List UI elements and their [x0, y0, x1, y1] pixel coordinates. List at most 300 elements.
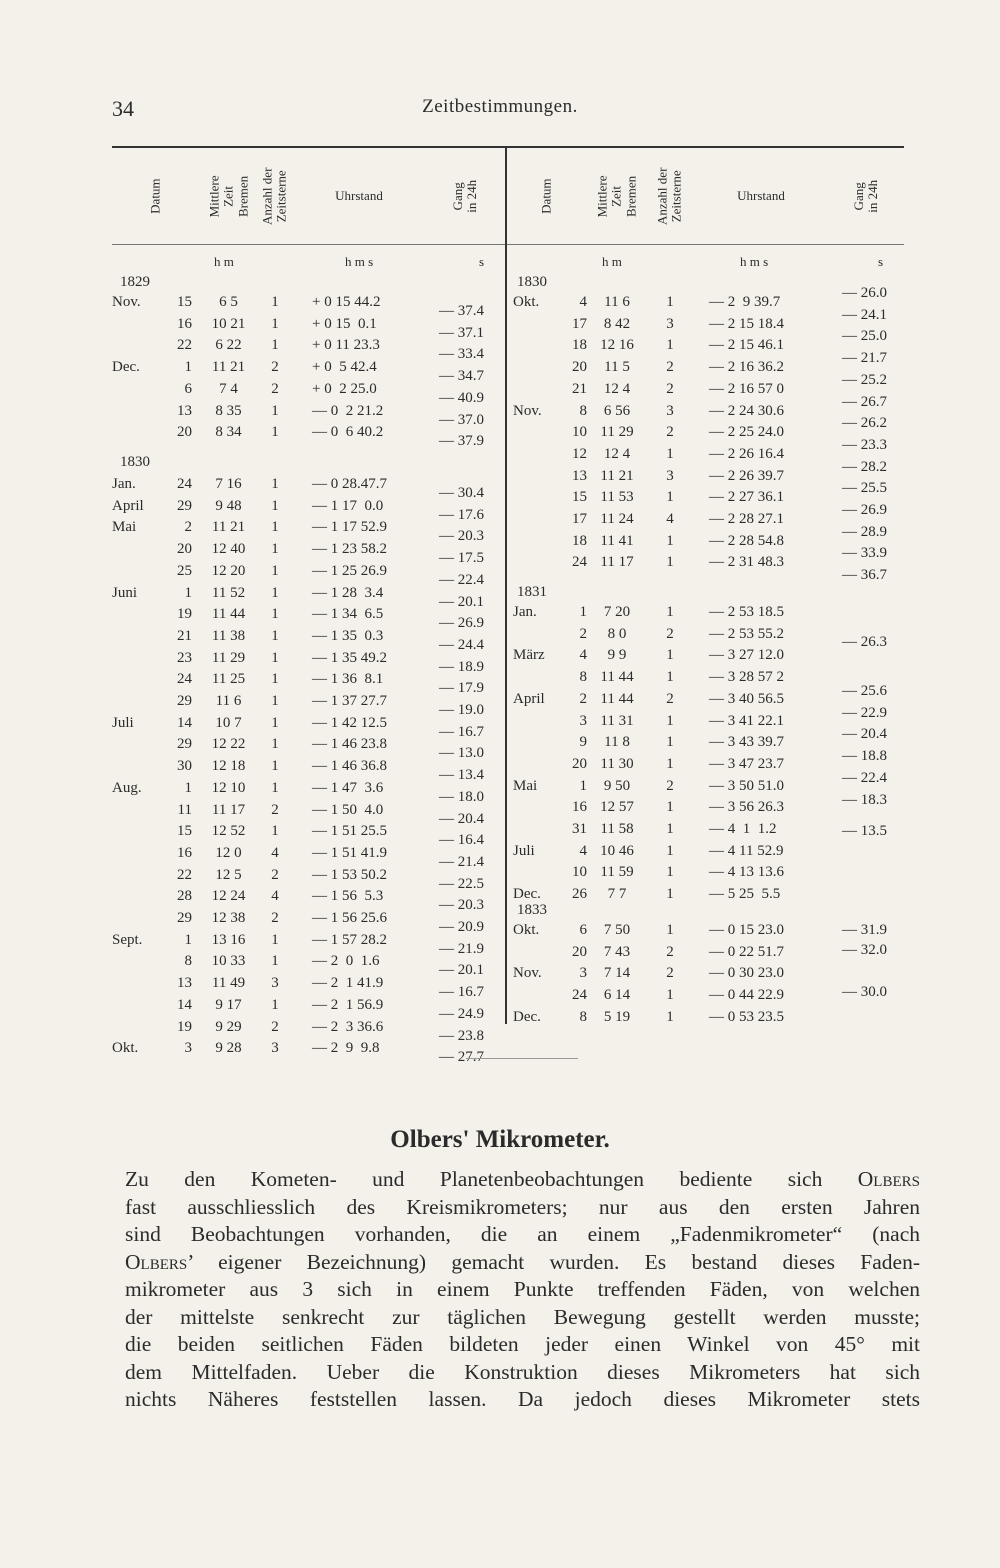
col-header-zeit: Mittlere Zeit Bremen	[206, 175, 250, 217]
star-count: 1	[666, 886, 674, 903]
clock-correction: — 3 41 22.1	[709, 712, 784, 729]
time: 7 4	[219, 380, 238, 397]
clock-correction: — 1 17 52.9	[312, 519, 387, 536]
daily-rate: — 24.4	[439, 636, 484, 653]
star-count: 2	[271, 801, 279, 818]
star-count: 1	[666, 445, 674, 462]
clock-correction: — 1 56 5.3	[312, 888, 384, 905]
time: 12 24	[211, 888, 246, 905]
clock-correction: + 0 15 44.2	[312, 294, 381, 310]
daily-rate: — 18.0	[439, 788, 484, 805]
star-count: 1	[271, 337, 279, 354]
clock-correction: — 2 53 55.2	[709, 625, 784, 642]
day: 29	[177, 497, 192, 514]
clock-correction: + 0 11 23.3	[312, 337, 380, 354]
star-count: 1	[271, 497, 279, 514]
time: 11 30	[600, 755, 634, 772]
day: 21	[572, 380, 587, 397]
clock-correction: — 2 15 46.1	[709, 337, 784, 354]
day: 8	[184, 953, 192, 970]
paragraph-line: nichts Näheres feststellen lassen. Da jedoch dieses Mikrometer stets	[125, 1387, 920, 1411]
time: 9 48	[215, 497, 242, 514]
daily-rate: — 23.8	[439, 1027, 484, 1044]
section-separator	[466, 1058, 578, 1059]
star-count: 2	[666, 424, 674, 441]
star-count: 1	[666, 821, 674, 837]
day: 13	[177, 975, 192, 992]
day: 1	[579, 604, 587, 620]
clock-correction: — 3 56 26.3	[709, 799, 784, 816]
time: 10 7	[215, 714, 242, 731]
clock-correction: — 1 56 25.6	[312, 910, 387, 926]
daily-rate: — 25.5	[842, 480, 887, 497]
time: 11 8	[604, 734, 630, 751]
star-count: 1	[271, 758, 279, 775]
time: 11 38	[211, 627, 246, 644]
daily-rate: — 20.3	[439, 528, 484, 545]
daily-rate: — 16.7	[439, 723, 484, 740]
daily-rate: — 25.0	[842, 328, 887, 345]
col-header-anzahl-right: Anzahl der Zeitsterne	[654, 167, 685, 225]
time: 11 53	[600, 489, 634, 506]
clock-correction: — 3 47 23.7	[709, 755, 784, 772]
day: 26	[572, 886, 587, 903]
day: 20	[177, 424, 192, 441]
month: März	[513, 647, 545, 664]
time: 10 33	[211, 953, 246, 970]
daily-rate: — 37.4	[439, 303, 484, 319]
daily-rate: — 26.3	[842, 634, 887, 650]
day: 3	[579, 712, 587, 729]
running-title: Zeitbestimmungen.	[422, 96, 578, 117]
day: 16	[177, 315, 192, 332]
time: 9 29	[215, 1018, 242, 1035]
daily-rate: — 19.0	[439, 702, 484, 718]
daily-rate: — 36.7	[842, 567, 887, 584]
unit-uhrstand-right: h m s	[740, 254, 769, 269]
daily-rate: — 13.0	[439, 745, 484, 762]
star-count: 3	[666, 315, 674, 332]
col-header-gang-right: Gang in 24h	[851, 179, 881, 213]
clock-correction: — 2 16 57 0	[709, 380, 784, 397]
star-count: 1	[271, 562, 279, 579]
clock-correction: — 1 34 6.5	[312, 606, 384, 623]
clock-correction: — 1 46 23.8	[312, 736, 387, 753]
daily-rate: — 24.1	[842, 306, 887, 323]
time: 11 58	[600, 821, 634, 837]
day: 14	[177, 714, 192, 731]
clock-correction: — 2 9 9.8	[312, 1040, 380, 1057]
day: 20	[572, 755, 587, 772]
daily-rate: — 17.9	[439, 680, 484, 697]
time: 11 6	[215, 693, 242, 709]
table-row	[507, 1007, 904, 1027]
time: 11 59	[600, 864, 634, 881]
star-count: 2	[271, 359, 279, 376]
star-count: 2	[666, 380, 674, 397]
daily-rate: — 18.9	[439, 658, 484, 675]
header-rule	[112, 244, 904, 245]
unit-uhrstand: h m s	[345, 254, 374, 269]
daily-rate: — 21.4	[439, 853, 484, 870]
time: 11 25	[211, 671, 246, 688]
clock-correction: — 0 6 40.2	[312, 424, 384, 441]
star-count: 1	[271, 519, 279, 536]
clock-correction: — 1 53 50.2	[312, 866, 387, 883]
daily-rate: — 20.1	[439, 962, 484, 979]
paragraph-line: die beiden seitlichen Fäden bildeten jeder einen Winkel von 45° mit	[125, 1332, 920, 1356]
month: Mai	[112, 519, 137, 536]
clock-correction: — 5 25 5.5	[709, 886, 781, 903]
clock-correction: — 2 26 16.4	[709, 445, 784, 462]
day: 15	[177, 823, 192, 840]
day: 24	[572, 554, 587, 571]
day: 16	[177, 844, 192, 861]
clock-correction: — 1 37 27.7	[312, 693, 387, 709]
time: 11 5	[604, 359, 630, 376]
day: 16	[572, 799, 587, 816]
daily-rate: — 21.7	[842, 350, 887, 367]
clock-correction: — 4 1 1.2	[709, 821, 777, 837]
col-header-anzahl: Anzahl der Zeitsterne	[259, 167, 290, 225]
day: 2	[184, 519, 192, 536]
time: 11 21	[600, 467, 634, 484]
paragraph-line: Zu den Kometen- und Planetenbeobachtungen bediente sich Olbers	[125, 1167, 920, 1191]
clock-correction: — 1 46 36.8	[312, 758, 387, 775]
day: 14	[177, 996, 192, 1013]
daily-rate: — 37.0	[439, 411, 484, 428]
clock-correction: — 2 16 36.2	[709, 359, 784, 376]
day: 17	[572, 511, 587, 527]
day: 3	[579, 965, 587, 982]
star-count: 1	[271, 931, 279, 948]
star-count: 2	[666, 690, 674, 707]
daily-rate: — 20.3	[439, 897, 484, 914]
daily-rate: — 24.9	[439, 1005, 484, 1022]
day: 22	[177, 866, 192, 883]
day: 21	[177, 627, 192, 644]
month: Okt.	[112, 1040, 139, 1057]
clock-correction: — 2 9 39.7	[709, 294, 781, 310]
clock-correction: — 2 24 30.6	[709, 402, 784, 419]
day: 30	[177, 758, 192, 775]
day: 25	[177, 562, 192, 579]
star-count: 1	[271, 315, 279, 332]
daily-rate: — 17.5	[439, 550, 484, 567]
daily-rate: — 26.0	[842, 285, 887, 301]
star-count: 1	[271, 402, 279, 419]
day: 20	[572, 359, 587, 376]
star-count: 1	[666, 337, 674, 354]
page-number: 34	[112, 96, 134, 121]
time: 12 18	[211, 758, 246, 775]
clock-correction: — 1 57 28.2	[312, 931, 387, 948]
star-count: 1	[666, 712, 674, 729]
clock-correction: — 2 0 1.6	[312, 953, 380, 970]
clock-correction: — 2 25 24.0	[709, 424, 784, 441]
star-count: 1	[666, 987, 674, 1004]
time: 9 50	[603, 777, 631, 794]
time: 11 44	[211, 606, 246, 623]
time: 6 14	[603, 987, 631, 1004]
daily-rate: — 26.9	[842, 502, 887, 518]
day: 24	[177, 476, 192, 492]
time: 11 21	[211, 359, 246, 376]
time: 6 5	[219, 294, 238, 310]
time: 6 56	[603, 402, 631, 419]
time: 12 5	[215, 866, 242, 883]
time: 8 0	[607, 625, 627, 642]
clock-correction: — 3 50 51.0	[709, 777, 784, 794]
clock-correction: — 2 1 56.9	[312, 996, 384, 1013]
daily-rate: — 37.9	[439, 433, 484, 450]
clock-correction-table	[112, 146, 904, 1066]
star-count: 2	[666, 777, 674, 794]
time: 7 14	[603, 965, 631, 982]
clock-correction: — 1 51 25.5	[312, 823, 387, 840]
star-count: 1	[271, 294, 279, 310]
star-count: 3	[271, 1040, 279, 1057]
day: 12	[572, 445, 587, 462]
time: 9 28	[215, 1040, 242, 1057]
star-count: 1	[271, 424, 279, 441]
day: 10	[572, 424, 587, 441]
star-count: 1	[271, 996, 279, 1013]
daily-rate: — 21.9	[439, 940, 484, 957]
daily-rate: — 20.4	[439, 810, 484, 827]
daily-rate: — 40.9	[439, 389, 484, 406]
unit-gang-right: s	[878, 254, 884, 269]
day: 1	[184, 359, 192, 376]
unit-zeit: h m	[214, 254, 234, 269]
month: April	[112, 497, 144, 514]
clock-correction: — 1 17 0.0	[312, 497, 384, 514]
star-count: 1	[666, 1008, 674, 1025]
star-count: 1	[271, 953, 279, 970]
star-count: 2	[271, 866, 279, 883]
paragraph-line: sind Beobachtungen vorhanden, die an einem „Fadenmikrometer“ (nach	[125, 1222, 920, 1246]
star-count: 1	[271, 476, 279, 492]
day: 4	[579, 294, 587, 310]
day: 8	[579, 1008, 587, 1025]
time: 11 17	[600, 554, 634, 571]
day: 8	[579, 402, 587, 419]
day: 18	[572, 337, 587, 354]
star-count: 1	[666, 489, 674, 506]
unit-zeit-right: h m	[602, 254, 622, 269]
daily-rate: — 17.6	[439, 506, 484, 523]
daily-rate: — 22.9	[842, 704, 887, 721]
time: 7 50	[603, 922, 631, 938]
clock-correction: — 2 1 41.9	[312, 975, 384, 992]
daily-rate: — 34.7	[439, 368, 484, 385]
day: 24	[177, 671, 192, 688]
year-label: 1830	[517, 274, 547, 290]
daily-rate: — 16.7	[439, 984, 484, 1001]
clock-correction: — 0 15 23.0	[709, 922, 784, 938]
day: 13	[177, 402, 192, 419]
clock-correction: — 0 30 23.0	[709, 965, 784, 982]
daily-rate: — 25.2	[842, 371, 887, 388]
star-count: 1	[666, 647, 674, 664]
col-header-datum: Datum	[147, 178, 163, 214]
clock-correction: — 2 27 36.1	[709, 489, 784, 506]
daily-rate: — 28.9	[842, 523, 887, 540]
day: 19	[177, 1018, 192, 1035]
day: 1	[184, 931, 192, 948]
time: 12 52	[211, 823, 246, 840]
month: Jan.	[513, 604, 537, 620]
day: 1	[579, 777, 587, 794]
clock-correction: — 2 15 18.4	[709, 315, 784, 332]
clock-correction: — 1 23 58.2	[312, 541, 387, 558]
star-count: 2	[666, 965, 674, 982]
star-count: 4	[666, 511, 674, 527]
time: 11 31	[600, 712, 634, 729]
clock-correction: — 2 31 48.3	[709, 554, 784, 571]
day: 18	[572, 532, 587, 549]
star-count: 1	[666, 604, 674, 620]
day: 10	[572, 864, 587, 881]
daily-rate: — 25.6	[842, 683, 887, 699]
paragraph-line: dem Mittelfaden. Ueber die Konstruktion dieses Mikrometers hat sich	[125, 1359, 920, 1384]
time: 11 44	[600, 690, 634, 707]
star-count: 2	[666, 943, 674, 960]
clock-correction: — 1 47 3.6	[312, 779, 384, 796]
clock-correction: — 4 11 52.9	[709, 842, 784, 859]
time: 13 16	[211, 931, 246, 948]
time: 11 6	[604, 294, 630, 310]
star-count: 1	[271, 823, 279, 840]
day: 29	[177, 736, 192, 753]
daily-rate: — 23.3	[842, 436, 887, 453]
time: 12 40	[211, 541, 246, 558]
table-row	[507, 862, 904, 882]
daily-rate: — 22.4	[439, 571, 484, 588]
star-count: 1	[271, 779, 279, 796]
star-count: 2	[271, 910, 279, 926]
col-header-datum-right: Datum	[538, 178, 554, 214]
col-header-gang: Gang in 24h	[449, 179, 479, 213]
time: 11 24	[600, 511, 634, 527]
day: 29	[177, 693, 192, 709]
day: 8	[579, 669, 587, 686]
clock-correction: — 2 28 27.1	[709, 511, 784, 527]
day: 2	[579, 625, 587, 642]
clock-correction: + 0 2 25.0	[312, 380, 377, 397]
day: 15	[572, 489, 587, 506]
time: 8 34	[215, 424, 242, 441]
daily-rate: — 37.1	[439, 324, 484, 341]
daily-rate: — 20.9	[439, 919, 484, 935]
day: 11	[177, 801, 192, 818]
day: 24	[572, 987, 587, 1004]
daily-rate: — 20.4	[842, 726, 887, 743]
day: 6	[184, 380, 192, 397]
daily-rate: — 22.4	[842, 769, 887, 786]
day: 22	[177, 337, 192, 354]
time: 12 4	[603, 445, 631, 462]
day: 28	[177, 888, 192, 905]
time: 5 19	[603, 1008, 631, 1025]
month: Juni	[112, 584, 138, 601]
star-count: 2	[271, 380, 279, 397]
day: 1	[184, 779, 192, 796]
star-count: 4	[271, 888, 279, 905]
time: 11 49	[211, 975, 246, 992]
star-count: 1	[666, 842, 674, 859]
month: Nov.	[513, 402, 542, 419]
star-count: 1	[271, 671, 279, 688]
daily-rate: — 31.9	[842, 922, 887, 938]
star-count: 1	[271, 606, 279, 623]
year-label: 1829	[120, 274, 150, 290]
daily-rate: — 28.2	[842, 458, 887, 475]
day: 4	[579, 842, 587, 859]
time: 11 29	[600, 424, 634, 441]
clock-correction: — 3 28 57 2	[709, 669, 784, 686]
time: 12 4	[603, 380, 631, 397]
clock-correction: — 0 53 23.5	[709, 1008, 784, 1025]
clock-correction: — 3 43 39.7	[709, 734, 784, 751]
daily-rate: — 18.3	[842, 791, 887, 808]
clock-correction: — 1 35 0.3	[312, 627, 384, 644]
day: 23	[177, 649, 192, 666]
day: 15	[177, 294, 192, 310]
time: 11 41	[600, 532, 634, 549]
clock-correction: — 2 3 36.6	[312, 1018, 384, 1035]
day: 17	[572, 315, 587, 332]
clock-correction: — 1 28 3.4	[312, 584, 384, 601]
month: Mai	[513, 777, 538, 794]
time: 11 21	[211, 519, 246, 536]
star-count: 1	[271, 541, 279, 558]
month: Aug.	[112, 779, 142, 796]
star-count: 1	[666, 554, 674, 571]
time: 7 7	[607, 886, 627, 903]
star-count: 1	[271, 736, 279, 753]
star-count: 1	[666, 799, 674, 816]
star-count: 1	[271, 714, 279, 731]
star-count: 1	[271, 584, 279, 601]
time: 9 9	[607, 647, 627, 664]
paragraph-line: mikrometer aus 3 sich in einem Punkte treffenden Fäden, von welchen	[125, 1277, 920, 1301]
star-count: 2	[271, 1018, 279, 1035]
clock-correction: — 3 40 56.5	[709, 690, 784, 707]
year-label: 1830	[120, 454, 150, 470]
day: 2	[579, 690, 587, 707]
daily-rate: — 16.4	[439, 832, 484, 849]
clock-correction: — 0 28.47.7	[312, 476, 387, 492]
time: 10 46	[600, 842, 634, 859]
daily-rate: — 26.9	[439, 615, 484, 632]
author-name: Olbers	[125, 1249, 188, 1274]
clock-correction: — 1 42 12.5	[312, 714, 387, 731]
day: 3	[184, 1040, 192, 1057]
star-count: 3	[666, 402, 674, 419]
author-name: Olbers	[857, 1167, 920, 1191]
paragraph-line: fast ausschliesslich des Kreismikrometers; nur aus den ersten Jahren	[125, 1194, 920, 1219]
month: Juli	[513, 842, 535, 859]
clock-correction: — 1 50 4.0	[312, 801, 384, 818]
time: 9 17	[215, 996, 242, 1013]
star-count: 4	[271, 844, 279, 861]
time: 7 20	[603, 604, 631, 620]
month: Jan.	[112, 476, 136, 492]
daily-rate: — 13.5	[842, 823, 887, 839]
star-count: 1	[271, 649, 279, 666]
star-count: 1	[666, 734, 674, 751]
